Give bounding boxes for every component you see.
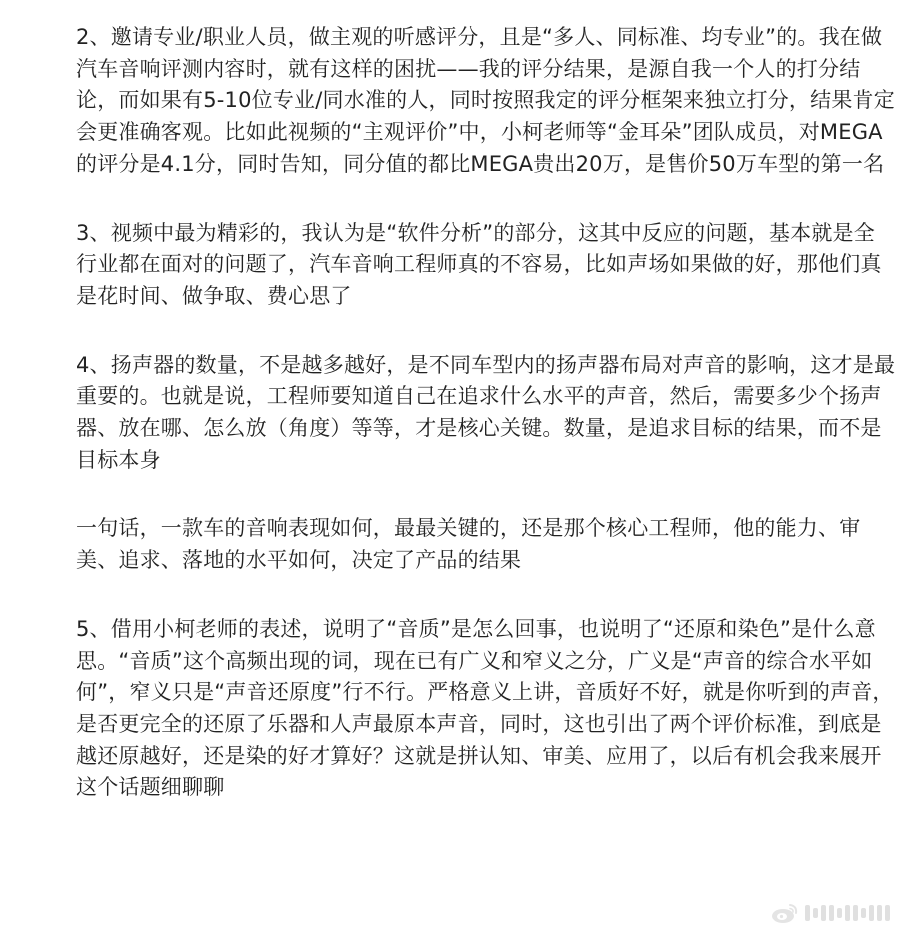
- paragraph-point-3: 3、视频中最为精彩的，我认为是“软件分析”的部分，这其中反应的问题，基本就是全行业都在面对的问题了，汽车音响工程师真的不容易，比如声场如果做的好，那他们真是花时间、做争取、费心思了: [76, 220, 882, 308]
- paragraph-point-5: 5、借用小柯老师的表述，说明了“音质”是怎么回事，也说明了“还原和染色”是什么意思。“音质”这个高频出现的词，现在已有广义和窄义之分，广义是“声音的综合水平如何”，窄义只是“声音还原度”行不行。严格意义上讲，音质好不好，就是你听到的声音，是否更完全的还原了乐器和人声最原本声音，同时，这也引出了两个评价标准，到底是越还原越好，还是染的好才算好？这就是拼认知、审美、应用了，以后有机会我来展开这个话题细聊聊: [76, 616, 894, 800]
- article-body: [76, 22, 896, 804]
- paragraph-gap: [76, 577, 896, 614]
- weibo-logo-icon: [771, 902, 799, 924]
- watermark-text-mark: [805, 905, 890, 921]
- paragraph-gap: [76, 476, 896, 513]
- paragraph-point-2: 2、邀请专业/职业人员，做主观的听感评分，且是“多人、同标准、均专业”的。我在做汽车音响评测内容时，就有这样的困扰——我的评分结果，是源自我一个人的打分结论，而如果有5-10位专业/同水准的人，同时按照我定的评分框架来独立打分，结果肯定会更准确客观。比如此视频的“主观评价”中，小柯老师等“金耳朵”团队成员，对MEGA的评分是4.1分，同时告知，同分值的都比MEGA贵出20万，是售价50万车型的第一名: [76, 25, 895, 176]
- paragraph-point-4: 4、扬声器的数量，不是越多越好，是不同车型内的扬声器布局对声音的影响，这才是最重要的。也就是说，工程师要知道自己在追求什么水平的声音，然后，需要多少个扬声器、放在哪、怎么放（角度）等等，才是核心关键。数量，是追求目标的结果，而不是目标本身: [76, 352, 896, 472]
- paragraph-gap: [76, 313, 896, 350]
- watermark: [771, 902, 890, 924]
- paragraph-summary: 一句话，一款车的音响表现如何，最最关键的，还是那个核心工程师，他的能力、审美、追求、落地的水平如何，决定了产品的结果: [76, 516, 861, 573]
- paragraph-gap: [76, 181, 896, 218]
